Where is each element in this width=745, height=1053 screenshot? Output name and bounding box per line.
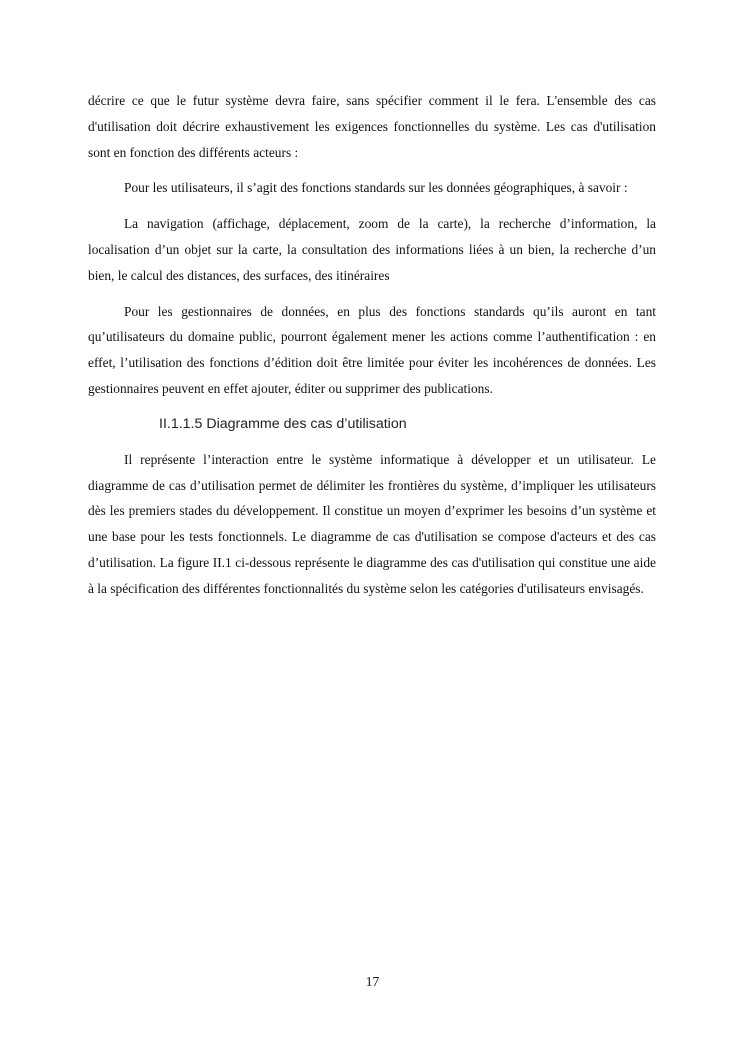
paragraph-continuation: décrire ce que le futur système devra faire, sans spécifier comment il le fera. L'ensemble des cas d'utilisation doit décrire exhaustivement les exigences fonctionnelles du système. Les cas d'utilisation sont en fonction des différents acteurs : <box>88 93 656 160</box>
page-number: 17 <box>365 974 380 989</box>
section-heading: II.1.1.5 Diagramme des cas d’utilisation <box>159 415 407 432</box>
paragraph-navigation: La navigation (affichage, déplacement, zoom de la carte), la recherche d’information, la localisation d’un objet sur la carte, la consultation des informations liées à un bien, la recherche d’un bien, le calcul des distances, des surfaces, des itinéraires <box>88 216 656 283</box>
paragraph-use-case-diagram: Il représente l’interaction entre le système informatique à développer et un utilisateur. Le diagramme de cas d’utilisation permet de délimiter les frontières du système, d’impliquer les utilisateurs dès les premiers stades du développement. Il constitue un moyen d’exprimer les besoins d’un système et une base pour les tests fonctionnels. Le diagramme de cas d'utilisation se compose d'acteurs et des cas d’utilisation. La figure II.1 ci-dessous représente le diagramme des cas d'utilisation qui constitue une aide à la spécification des différentes fonctionnalités du système selon les catégories d'utilisateurs envisagés. <box>88 451 656 596</box>
paragraph-data-managers: Pour les gestionnaires de données, en plus des fonctions standards qu’ils auront en tant qu’utilisateurs du domaine public, pourront également mener les actions comme l’authentification : en effet, l’utilisation des fonctions d’édition doit être limitée pour éviter les incohérences de données. Les gestionnaires peuvent en effet ajouter, éditer ou supprimer des publications. <box>88 303 656 396</box>
page-body <box>88 88 656 612</box>
paragraph-users: Pour les utilisateurs, il s’agit des fonctions standards sur les données géographiques, à savoir : <box>124 180 628 196</box>
